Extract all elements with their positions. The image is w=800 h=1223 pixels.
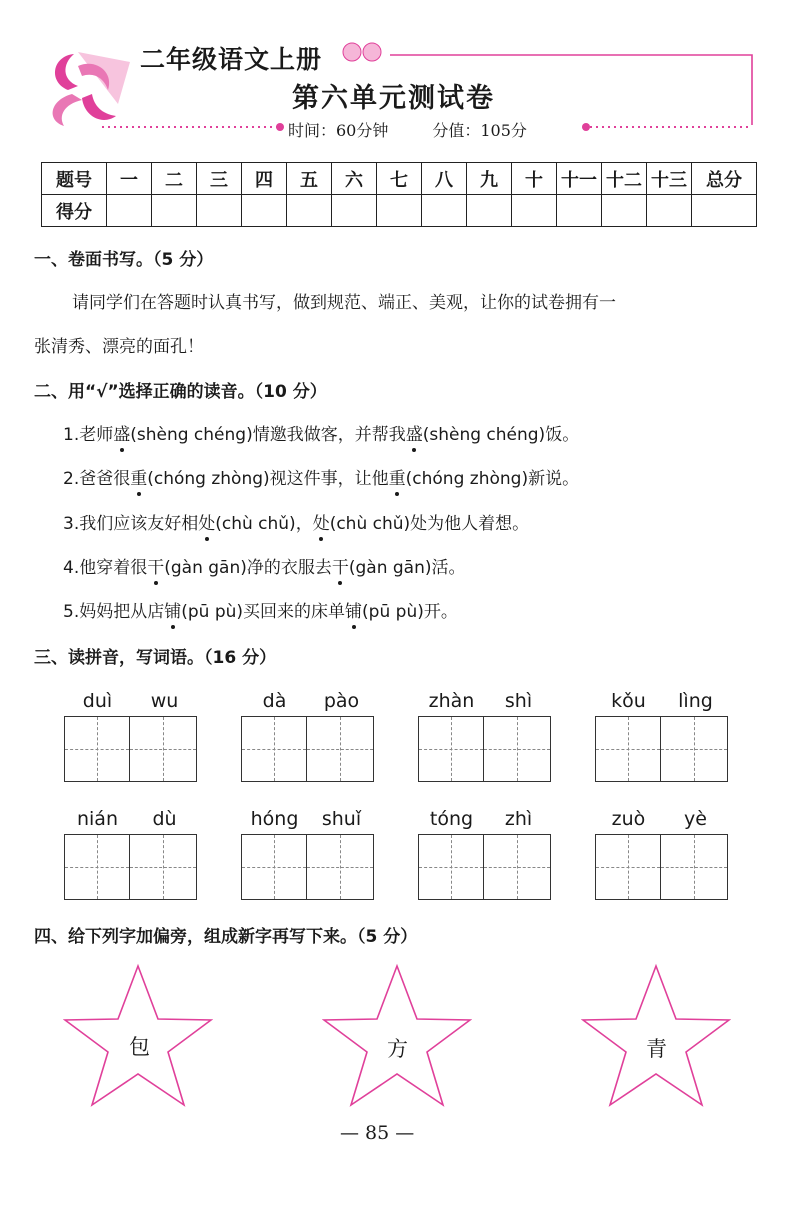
pinyin-choice[interactable]: (gàn gān)净的衣服去 [164,558,332,578]
section-1-text-line-2: 张清秀、漂亮的面孔！ [34,337,204,357]
table-cell: 二 [152,163,197,195]
table-cell: 十二 [602,163,647,195]
question-text: 他穿着很 [79,558,148,578]
dotted-character: 盛 [406,420,423,445]
question-text: 我们应该友好相 [79,514,199,534]
table-cell: 得分 [42,195,107,227]
dotted-character: 铺 [164,597,181,622]
question-2-1 [63,420,579,445]
score-input-cell[interactable] [467,195,512,227]
score-input-cell[interactable] [602,195,647,227]
unit-title: 第六单元测试卷 [292,83,495,114]
section-2-title: 二、用“√”选择正确的读音。（10 分） [34,382,327,402]
pinyin-label: duì [82,690,113,712]
writing-cell[interactable] [418,716,484,782]
writing-cell[interactable] [484,834,551,900]
table-cell: 四 [242,163,287,195]
swirl-logo-icon [38,42,134,132]
word-box [595,690,729,782]
table-cell: 题号 [42,163,107,195]
question-number: 1. [63,425,80,445]
question-2-2 [63,464,579,489]
table-cell: 十 [512,163,557,195]
writing-cell[interactable] [595,716,661,782]
question-2-4 [63,553,466,578]
score-input-cell[interactable] [422,195,467,227]
star-character[interactable]: 包 [129,1035,150,1059]
writing-cell[interactable] [64,716,130,782]
section-4-title: 四、给下列字加偏旁，组成新字再写下来。（5 分） [34,927,418,947]
dotted-character: 处 [198,509,215,534]
table-cell: 九 [467,163,512,195]
score-table [41,162,757,227]
writing-cell[interactable] [307,716,374,782]
word-box [241,690,375,782]
pinyin-label: nián [76,808,118,830]
score-input-cell[interactable] [242,195,287,227]
table-cell: 七 [377,163,422,195]
word-box [418,808,552,900]
question-number: 5. [63,602,80,622]
total-score: 分值：105分 [432,121,527,140]
table-cell: 总分 [692,163,757,195]
pinyin-label: wu [150,690,179,712]
pinyin-label: lìng [678,690,713,712]
score-input-cell[interactable] [377,195,422,227]
writing-cell[interactable] [241,716,307,782]
word-box [64,808,198,900]
table-cell: 十一 [557,163,602,195]
pinyin-label: zhì [504,808,533,830]
score-table-header-row [42,163,757,195]
score-input-cell[interactable] [647,195,692,227]
question-2-3 [63,509,529,534]
exam-meta [288,118,571,141]
page-number: — 85 — [340,1122,415,1144]
pinyin-choice[interactable]: (chóng zhòng)视这件事，让他 [147,469,389,489]
word-box [418,690,552,782]
pinyin-choice[interactable]: (chù chǔ)， [215,514,313,534]
word-box [64,690,198,782]
dotted-character: 重 [130,464,147,489]
grade-title: 二年级语文上册 [140,45,323,74]
dotted-character: 铺 [345,597,362,622]
question-text: 爸爸很 [79,469,131,489]
pinyin-label: dà [262,690,287,712]
table-cell: 十三 [647,163,692,195]
section-3-title: 三、读拼音，写词语。（16 分） [34,648,277,668]
score-input-cell[interactable] [557,195,602,227]
table-cell: 一 [107,163,152,195]
writing-cell[interactable] [130,716,197,782]
table-cell: 三 [197,163,242,195]
writing-cell[interactable] [307,834,374,900]
pinyin-label: zhàn [428,690,475,712]
dotted-character: 盛 [113,420,130,445]
table-cell: 五 [287,163,332,195]
section-1-text-line-1: 请同学们在答题时认真书写，做到规范、端正、美观，让你的试卷拥有一 [72,293,616,313]
writing-cell[interactable] [130,834,197,900]
pinyin-choice[interactable]: (shèng chéng)饭。 [422,425,580,445]
table-cell: 六 [332,163,377,195]
writing-cell[interactable] [661,834,728,900]
dotted-character: 重 [389,464,406,489]
score-input-cell[interactable] [692,195,757,227]
writing-cell[interactable] [595,834,661,900]
pinyin-label: dù [152,808,177,830]
word-box [595,808,729,900]
score-input-cell[interactable] [512,195,557,227]
pinyin-label: tóng [429,808,474,830]
writing-cell[interactable] [661,716,728,782]
score-input-cell[interactable] [332,195,377,227]
pinyin-choice[interactable]: (pū pù)买回来的床单 [181,602,346,622]
pinyin-choice[interactable]: (chóng zhòng)新说。 [405,469,580,489]
pinyin-label: yè [684,808,707,830]
question-number: 2. [63,469,80,489]
pinyin-label: zuò [611,808,646,830]
table-cell: 八 [422,163,467,195]
dotted-character: 处 [313,509,330,534]
section-1-title: 一、卷面书写。（5 分） [34,250,214,270]
writing-cell[interactable] [241,834,307,900]
pinyin-choice[interactable]: (gàn gān)活。 [348,558,466,578]
word-box [241,808,375,900]
time-limit: 时间：60分钟 [288,121,389,140]
score-input-cell[interactable] [152,195,197,227]
writing-cell[interactable] [418,834,484,900]
pinyin-label: pào [323,690,360,712]
score-table-score-row [42,195,757,227]
question-number: 3. [63,514,80,534]
score-input-cell[interactable] [197,195,242,227]
question-number: 4. [63,558,80,578]
pinyin-label: shì [504,690,533,712]
pinyin-label: kǒu [611,690,646,712]
writing-cell[interactable] [484,716,551,782]
pinyin-choice[interactable]: (shèng chéng)情邀我做客，并帮我 [130,425,406,445]
star-character[interactable]: 青 [646,1037,667,1061]
question-text: 老师 [79,425,114,445]
dotted-character: 干 [147,553,164,578]
question-2-5 [63,597,458,622]
score-input-cell[interactable] [107,195,152,227]
pinyin-label: shuǐ [321,808,362,830]
pinyin-choice[interactable]: (chù chǔ)处为他人着想。 [329,514,530,534]
star-character[interactable]: 方 [387,1037,408,1061]
pinyin-choice[interactable]: (pū pù)开。 [362,602,458,622]
score-input-cell[interactable] [287,195,332,227]
writing-cell[interactable] [64,834,130,900]
question-text: 妈妈把从店 [79,602,165,622]
dotted-character: 干 [332,553,349,578]
pinyin-label: hóng [250,808,299,830]
